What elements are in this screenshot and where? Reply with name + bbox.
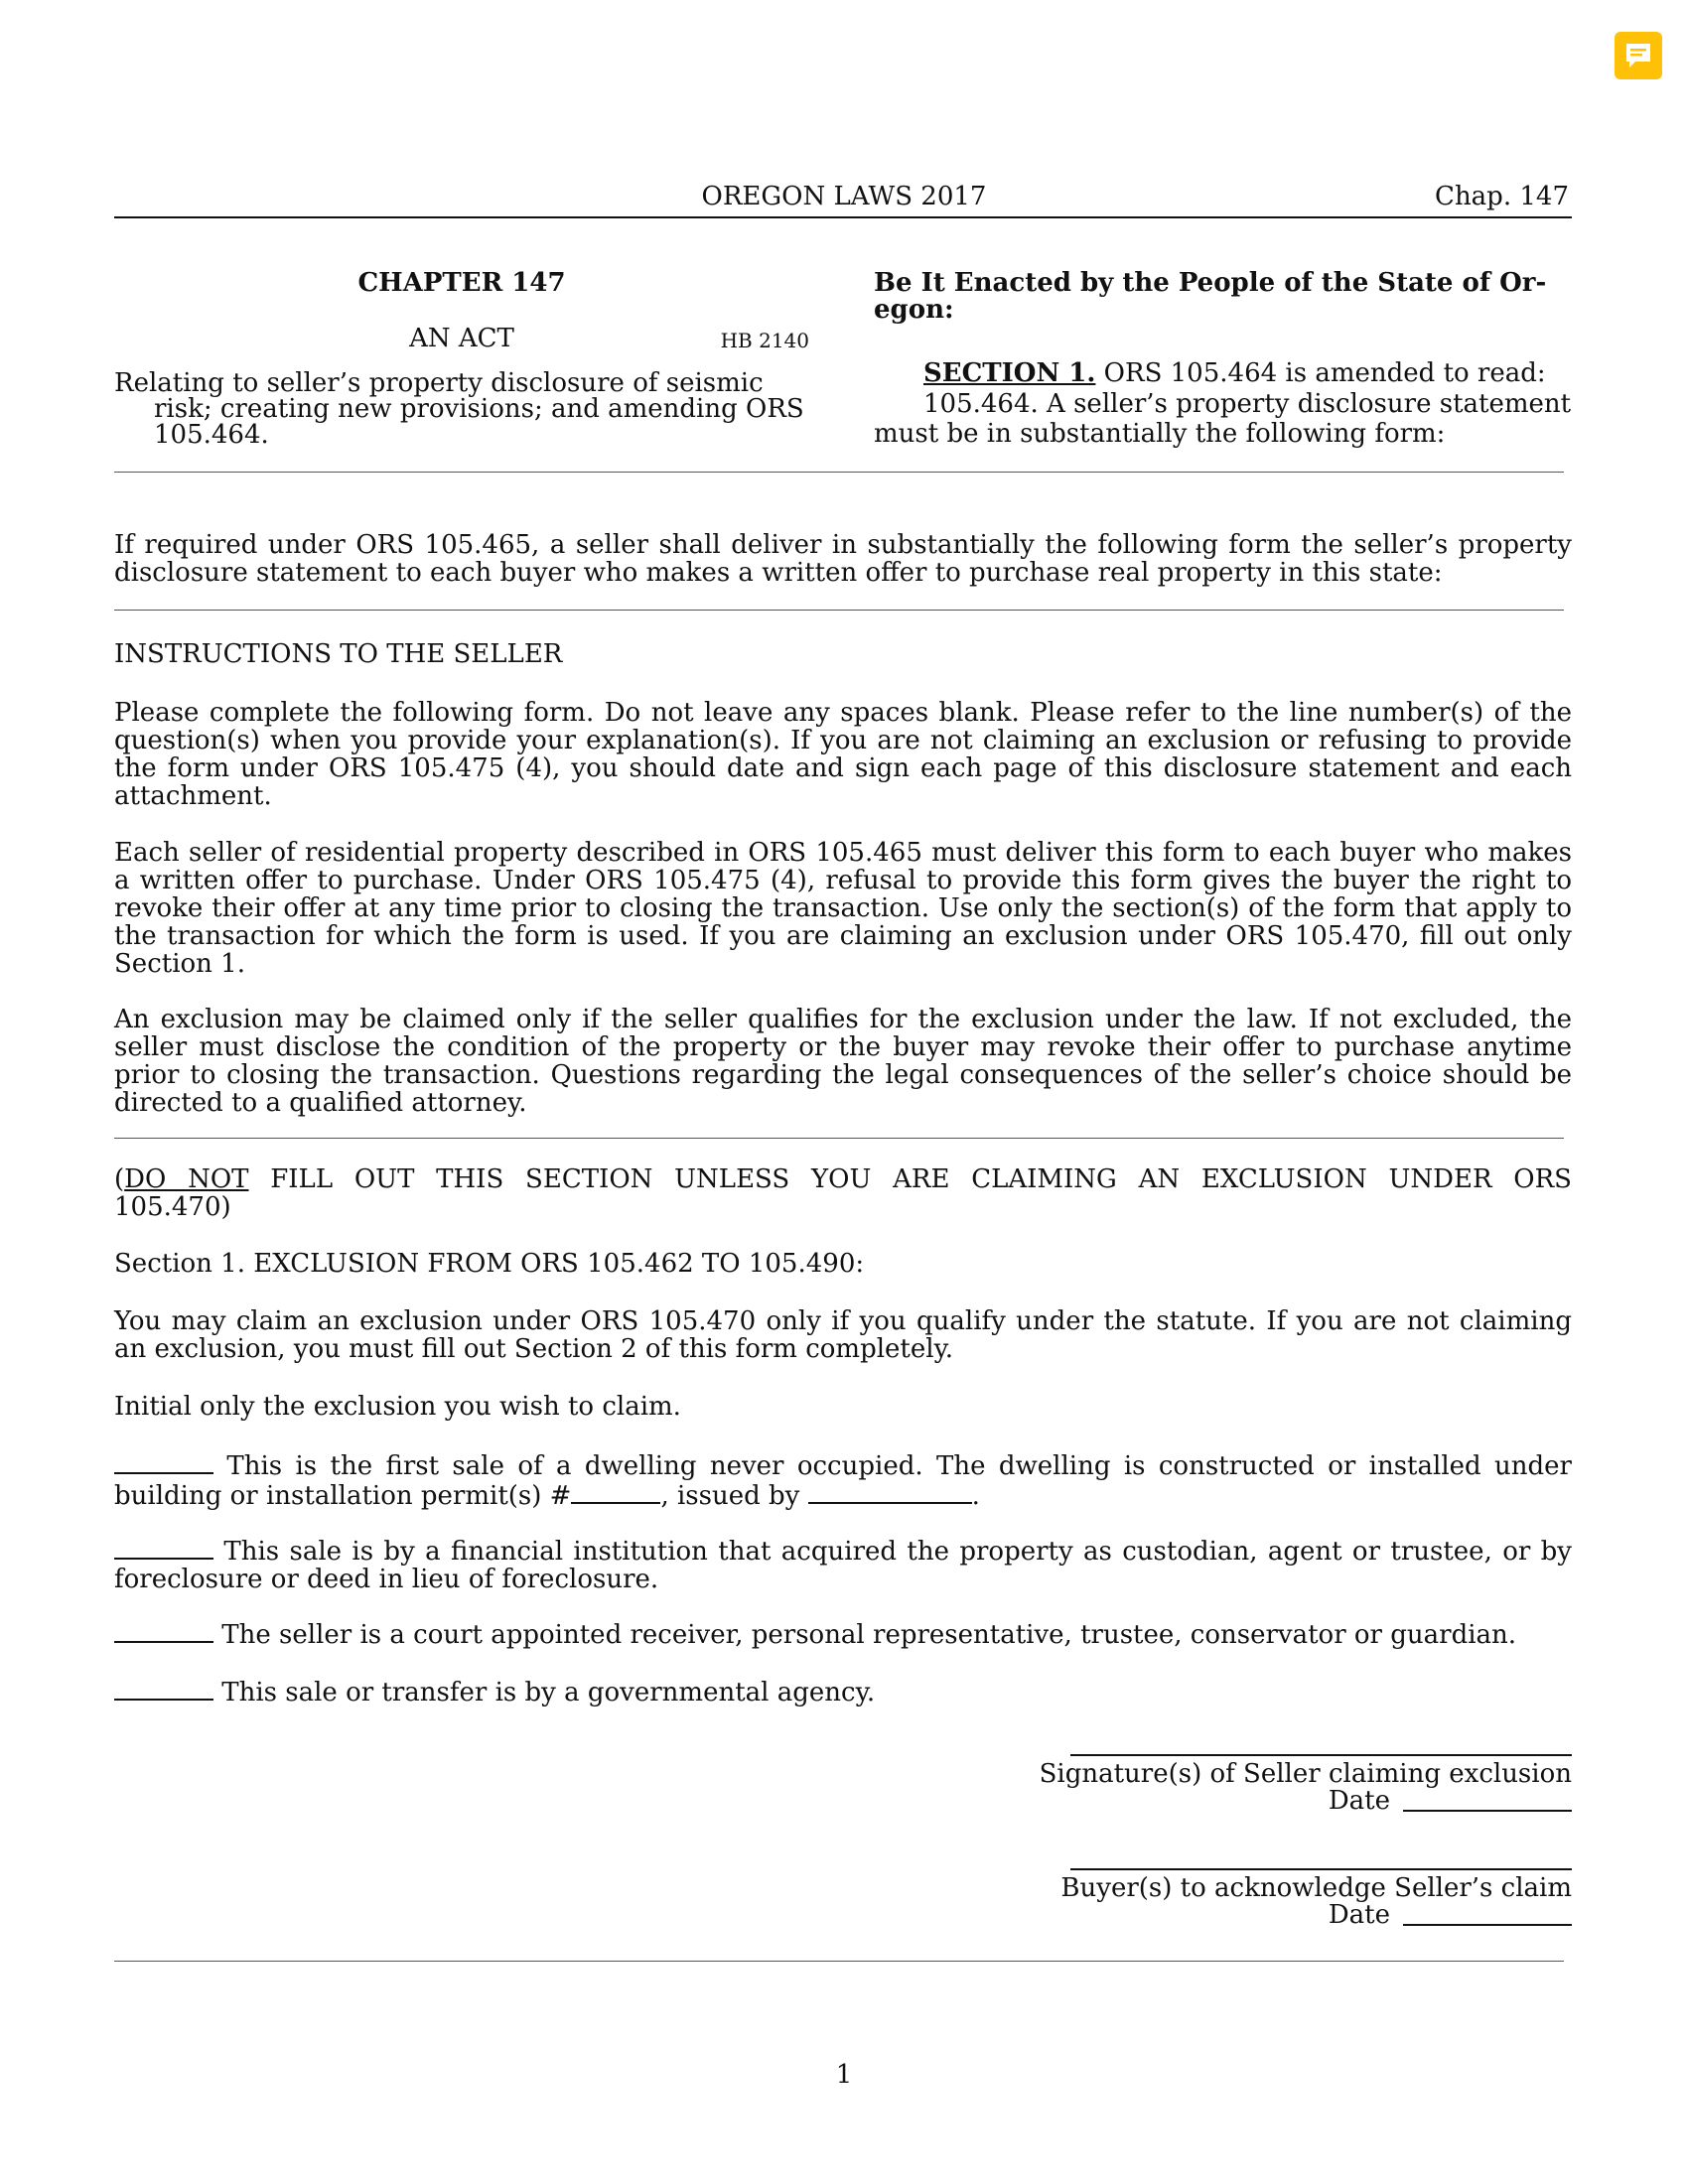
initial-instruction: Initial only the exclusion you wish to claim. — [114, 1392, 681, 1422]
relating-line-1: Relating to seller’s property disclosure of seismic — [114, 368, 764, 398]
divider-1 — [114, 472, 1564, 473]
act-label: AN ACT — [409, 324, 514, 353]
comment-icon — [1623, 41, 1653, 70]
section-1-line — [923, 359, 1572, 387]
seller-signature-label: Signature(s) of Seller claiming exclusion — [1039, 1759, 1572, 1789]
permit-number-blank[interactable] — [571, 1480, 660, 1504]
section-1-line-3: must be in substantially the following form: — [874, 419, 1446, 449]
exclusion-2 — [114, 1536, 1572, 1593]
section-1-heading: Section 1. EXCLUSION FROM ORS 105.462 TO 105.490: — [114, 1249, 865, 1279]
initial-blank-2[interactable] — [114, 1536, 213, 1560]
exclusion-1-end: . — [971, 1481, 980, 1511]
initial-blank-1[interactable] — [114, 1450, 213, 1474]
section-1-line-2: 105.464. A seller’s property disclosure statement — [923, 389, 1572, 419]
seller-date-line[interactable] — [1403, 1810, 1572, 1812]
divider-4 — [114, 1961, 1564, 1962]
exclusion-1 — [114, 1450, 1572, 1510]
buyer-acknowledge-label: Buyer(s) to acknowledge Seller’s claim — [1060, 1873, 1572, 1903]
divider-2 — [114, 610, 1564, 611]
relating-line-3: 105.464. — [154, 420, 269, 450]
intro-paragraph: If required under ORS 105.465, a seller shall deliver in substantially the following form the seller’s property disclosure statement to each buyer who makes a written offer to purchase real property in this state: — [114, 530, 1572, 588]
running-header-chapter: Chap. 147 — [1435, 182, 1569, 211]
enacting-clause-2: egon: — [874, 295, 954, 325]
buyer-date-label: Date — [1328, 1900, 1390, 1930]
initial-blank-4[interactable] — [114, 1677, 213, 1701]
exclusion-3 — [114, 1619, 1572, 1649]
divider-3 — [114, 1138, 1564, 1139]
instructions-paragraph-3: An exclusion may be claimed only if the seller qualifies for the exclusion under the law. If not excluded, the seller must disclose the condition of the property or the buyer may revoke their offer to purchase anytime prior to closing the transaction. Questions regarding the legal consequences of the seller’s choice should be directed to a qualified attorney. — [114, 1005, 1572, 1118]
comment-button[interactable] — [1615, 32, 1662, 79]
issued-by-blank[interactable] — [808, 1480, 972, 1504]
exclusion-4 — [114, 1677, 1572, 1706]
do-not-emphasis: DO NOT — [124, 1164, 249, 1194]
bill-number: HB 2140 — [720, 329, 809, 352]
page-number: 1 — [835, 2060, 853, 2090]
exclusion-4-text: This sale or transfer is by a governmental agency. — [213, 1678, 876, 1707]
exclusion-1-text: This is the first sale of a dwelling never occupied. The dwelling is constructed or installed under building or installation permit(s) # — [114, 1451, 1572, 1511]
do-not-rest: FILL OUT THIS SECTION UNLESS YOU ARE CLAIMING AN EXCLUSION UNDER ORS 105.470) — [114, 1164, 1572, 1222]
running-header-title: OREGON LAWS 2017 — [701, 182, 987, 211]
exclusion-3-text: The seller is a court appointed receiver, personal representative, trustee, conservator or guardian. — [213, 1620, 1517, 1650]
do-not-paren: ( — [114, 1164, 125, 1194]
seller-signature-line[interactable] — [1070, 1754, 1572, 1756]
enacting-clause-1: Be It Enacted by the People of the State of Or- — [874, 268, 1547, 298]
instructions-paragraph-2: Each seller of residential property described in ORS 105.465 must deliver this form to each buyer who makes a written offer to purchase. Under ORS 105.475 (4), refusal to provide this form gives the buyer the right to revoke their offer at any time prior to closing the transaction. Use only the section(s) of the form that apply to the transaction for which the form is used. If you are claiming an exclusion under ORS 105.470, fill out only Section 1. — [114, 838, 1572, 979]
claim-paragraph: You may claim an exclusion under ORS 105.470 only if you qualify under the statute. If you are not claiming an exclusion, you must fill out Section 2 of this form completely. — [114, 1306, 1572, 1364]
header-rule — [114, 216, 1572, 218]
relating-line-2: risk; creating new provisions; and amending ORS — [154, 394, 804, 424]
instructions-paragraph-1: Please complete the following form. Do not leave any spaces blank. Please refer to the line number(s) of the question(s) when you provide your explanation(s). If you are not claiming an exclusion or refusing to provide the form under ORS 105.475 (4), you should date and sign each page of this disclosure statement and each attachment. — [114, 698, 1572, 811]
seller-date-label: Date — [1328, 1786, 1390, 1816]
do-not-fill-notice — [114, 1165, 1572, 1221]
exclusion-1-issued: , issued by — [660, 1481, 808, 1511]
section-1-text: ORS 105.464 is amended to read: — [1095, 358, 1546, 388]
initial-blank-3[interactable] — [114, 1619, 213, 1643]
chapter-heading: CHAPTER 147 — [357, 268, 566, 298]
buyer-date-line[interactable] — [1403, 1924, 1572, 1926]
section-1-label: SECTION 1. — [923, 358, 1096, 388]
exclusion-2-text: This sale is by a financial institution that acquired the property as custodian, agent or trustee, or by foreclosure or deed in lieu of foreclosure. — [114, 1537, 1572, 1594]
buyer-signature-line[interactable] — [1070, 1868, 1572, 1870]
instructions-heading: INSTRUCTIONS TO THE SELLER — [114, 639, 563, 669]
